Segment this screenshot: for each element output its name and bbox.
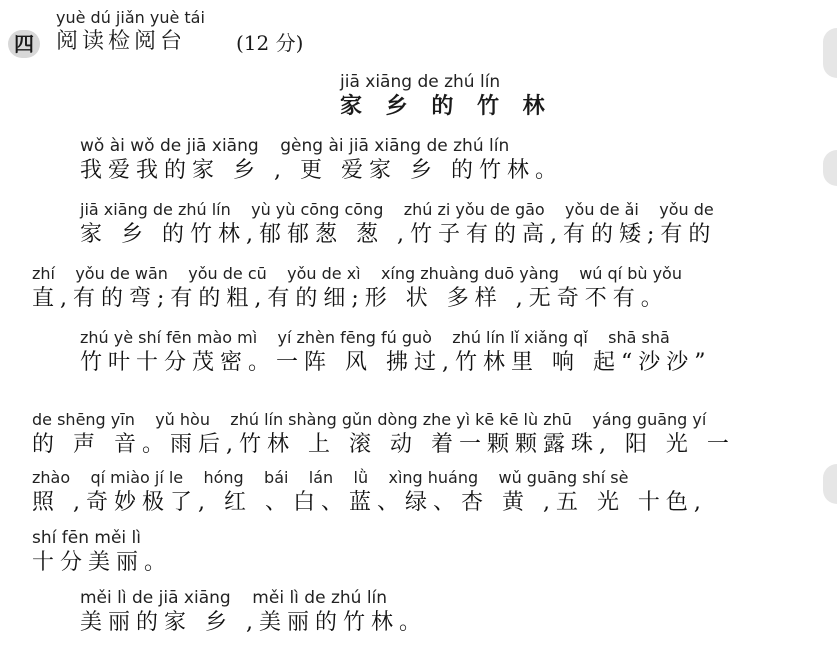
line-4-text: 竹叶十分茂密。一阵 风 拂过,竹林里 响 起“沙沙” (80, 350, 712, 375)
line-5-text: 的 声 音。雨后,竹林 上 滚 动 着一颗颗露珠, 阳 光 一 (32, 432, 735, 457)
page-edge-mark (823, 28, 837, 78)
line-3-text: 直,有的弯;有的粗,有的细;形 状 多样 ,无奇不有。 (32, 286, 669, 311)
line-2-text: 家 乡 的竹林,郁郁葱 葱 ,竹子有的高,有的矮;有的 (80, 222, 717, 247)
line-7-text: 十分美丽。 (32, 550, 173, 575)
section-title: 阅读检阅台 (56, 29, 187, 54)
line-6-pinyin: zhào qí miào jí le hóng bái lán lǜ xìng huáng wǔ guāng shí sè (32, 468, 629, 487)
passage-title-pinyin: jiā xiāng de zhú lín (340, 72, 501, 92)
section-score: (12 分) (236, 31, 304, 55)
line-8-text: 美丽的家 乡 ,美丽的竹林。 (80, 610, 427, 635)
page-edge-mark (823, 464, 837, 504)
line-1-text: 我爱我的家 乡 , 更 爱家 乡 的竹林。 (80, 158, 563, 183)
line-8-pinyin: měi lì de jiā xiāng měi lì de zhú lín (80, 588, 388, 608)
section-number-badge: 四 (8, 30, 40, 58)
passage-title: 家 乡 的 竹 林 (340, 94, 553, 119)
line-5-pinyin: de shēng yīn yǔ hòu zhú lín shàng gǔn dòng zhe yì kē kē lù zhū yáng guāng yí (32, 410, 707, 429)
line-2-pinyin: jiā xiāng de zhú lín yù yù cōng cōng zhú zi yǒu de gāo yǒu de ǎi yǒu de (80, 200, 714, 219)
line-7-pinyin: shí fēn měi lì (32, 528, 141, 548)
line-4-pinyin: zhú yè shí fēn mào mì yí zhèn fēng fú guò zhú lín lǐ xiǎng qǐ shā shā (80, 328, 670, 347)
line-3-pinyin: zhí yǒu de wān yǒu de cū yǒu de xì xíng zhuàng duō yàng wú qí bù yǒu (32, 264, 682, 283)
line-6-text: 照 ,奇妙极了, 红 、白、蓝、绿、杏 黄 ,五 光 十色, (32, 490, 707, 515)
page-edge-mark (823, 150, 837, 186)
line-1-pinyin: wǒ ài wǒ de jiā xiāng gèng ài jiā xiāng de zhú lín (80, 136, 510, 156)
section-pinyin: yuè dú jiǎn yuè tái (56, 8, 205, 27)
